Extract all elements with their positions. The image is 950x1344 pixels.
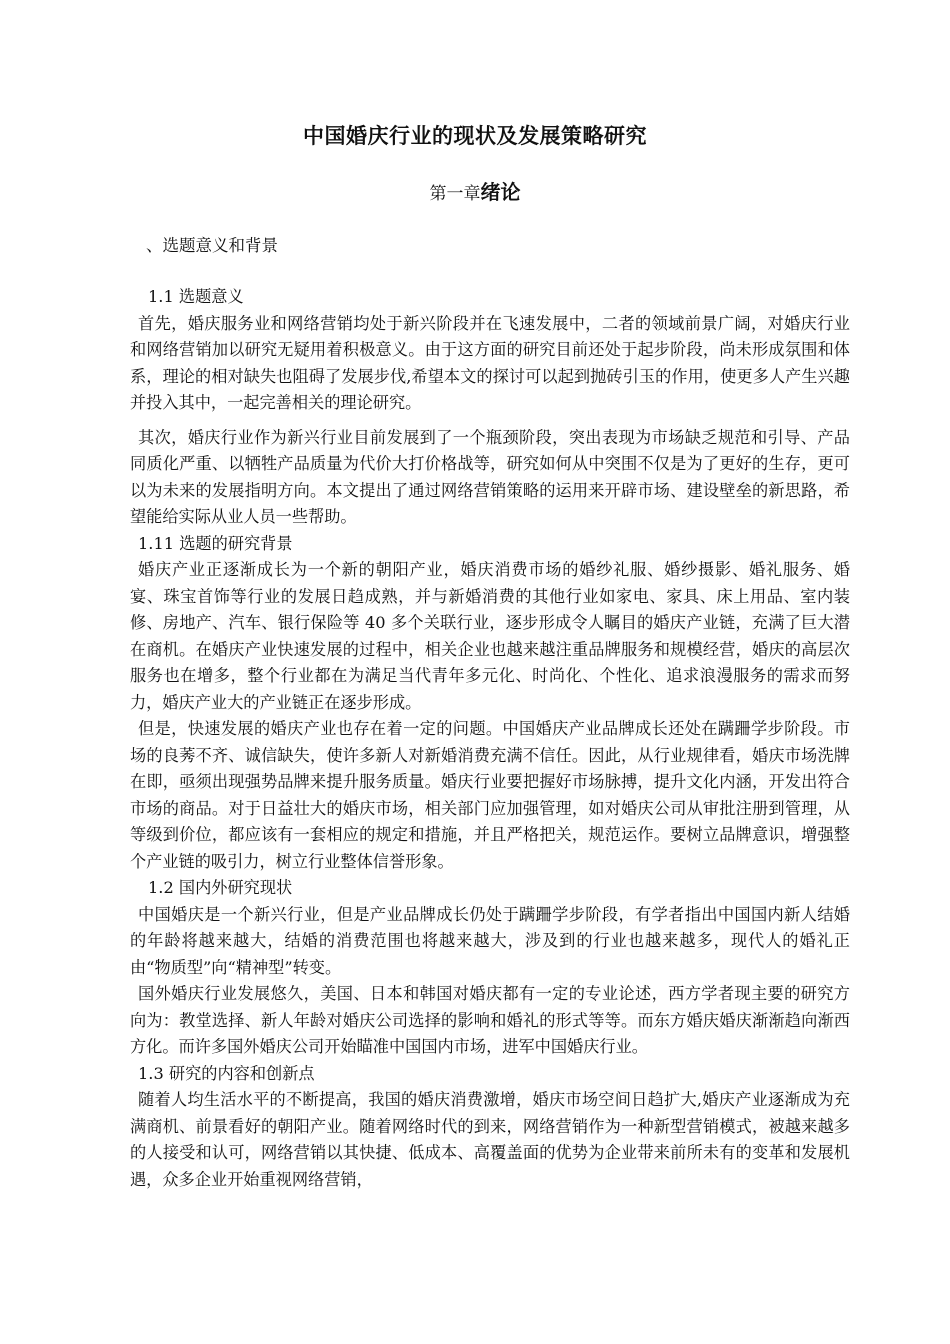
paragraph-6: 国外婚庆行业发展悠久，美国、日本和韩国对婚庆都有一定的专业论述，西方学者现主要的研究方向为：教堂选择、新人年龄对婚庆公司选择的影响和婚礼的形式等等。而东方婚庆婚庆渐渐趋向渐西方化。而许多国外婚庆公司开始瞄准中国国内市场，进军中国婚庆行业。 [130, 984, 850, 1056]
chapter-heading [0, 176, 950, 205]
paragraph-3: 婚庆产业正逐渐成长为一个新的朝阳产业，婚庆消费市场的婚纱礼服、婚纱摄影、婚礼服务、婚宴、珠宝首饰等行业的发展日趋成熟，并与新婚消费的其他行业如家电、家具、床上用品、室内装修、房地产、汽车、银行保险等 40 多个关联行业，逐步形成令人瞩目的婚庆产业链，充满了巨大潜在商机。在婚庆产业快速发展的过程中，相关企业也越来越注重品牌服务和规模经营，婚庆的高层次服务也在增多，整个行业都在为满足当代青年多元化、时尚化、个性化、追求浪漫服务的需求而努力，婚庆产业大的产业链正在逐步形成。 [130, 560, 850, 712]
subsection-heading-1-11: 1.11 选题的研究背景 [138, 533, 293, 553]
paragraph-7: 随着人均生活水平的不断提高，我国的婚庆消费激增，婚庆市场空间日趋扩大,婚庆产业逐渐成为充满商机、前景看好的朝阳产业。随着网络时代的到来，网络营销作为一种新型营销模式，被越来越多的人接受和认可，网络营销以其快捷、低成本、高覆盖面的优势为企业带来前所未有的变革和发展机遇，众多企业开始重视网络营销， [130, 1090, 850, 1189]
chapter-name: 绪论 [480, 180, 521, 204]
document-title: 中国婚庆行业的现状及发展策略研究 [303, 124, 647, 148]
paragraph-2: 其次，婚庆行业作为新兴行业目前发展到了一个瓶颈阶段，突出表现为市场缺乏规范和引导、产品同质化严重、以牺牲产品质量为代价大打价格战等，研究如何从中突围不仅是为了更好的生存，更可以为未来的发展指明方向。本文提出了通过网络营销策略的运用来开辟市场、建设壁垒的新思路，希望能给实际从业人员一些帮助。 [130, 427, 850, 526]
paragraph-5: 中国婚庆是一个新兴行业，但是产业品牌成长仍处于蹒跚学步阶段，有学者指出中国国内新人结婚的年龄将越来越大，结婚的消费范围也将越来越大，涉及到的行业也越来越多，现代人的婚礼正由“物质型”向“精神型”转变。 [130, 904, 850, 977]
chapter-prefix: 第一章 [429, 184, 481, 204]
paragraph-4: 但是，快速发展的婚庆产业也存在着一定的问题。中国婚庆产业品牌成长还处在蹒跚学步阶段。市场的良莠不齐、诚信缺失，使许多新人对新婚消费充满不信任。因此，从行业规律看，婚庆市场洗牌在即，亟须出现强势品牌来提升服务质量。婚庆行业要把握好市场脉搏，提升文化内涵，开发出符合市场的商品。对于日益壮大的婚庆市场，相关部门应加强管理，如对婚庆公司从审批注册到管理，从等级到价位，都应该有一套相应的规定和措施，并且严格把关，规范运作。要树立品牌意识，增强整个产业链的吸引力，树立行业整体信誉形象。 [130, 719, 850, 871]
subsection-heading-1-3: 1.3 研究的内容和创新点 [138, 1063, 315, 1083]
section-heading: 、选题意义和背景 [146, 236, 278, 255]
subsection-heading-1-1: 1.1 选题意义 [148, 287, 244, 306]
document-body [130, 284, 850, 1193]
paragraph-1: 首先，婚庆服务业和网络营销均处于新兴阶段并在飞速发展中，二者的领域前景广阔，对婚庆行业和网络营销加以研究无疑用着积极意义。由于这方面的研究目前还处于起步阶段，尚未形成氛围和体系，理论的相对缺失也阻碍了发展步伐,希望本文的探讨可以起到抛砖引玉的作用，使更多人产生兴趣并投入其中，一起完善相关的理论研究。 [130, 313, 850, 412]
subsection-heading-1-2: 1.2 国内外研究现状 [148, 878, 293, 897]
